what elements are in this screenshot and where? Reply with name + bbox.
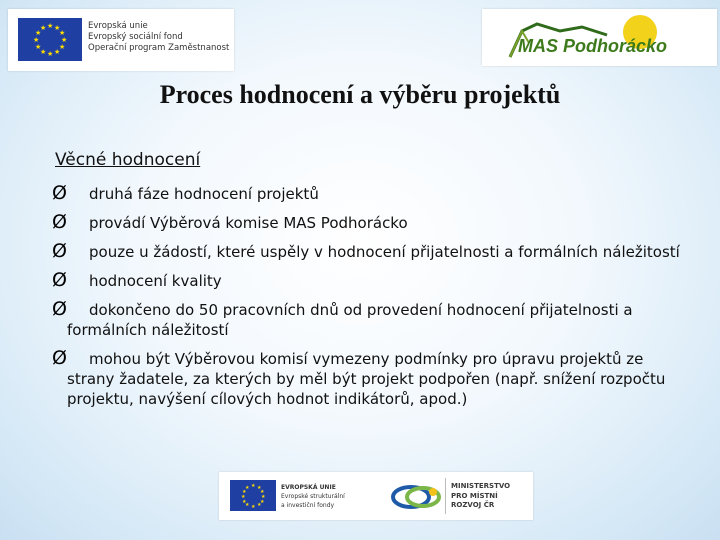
eu-flag-icon — [230, 480, 276, 511]
svg-text:★: ★ — [260, 499, 265, 505]
svg-text:★: ★ — [261, 494, 266, 500]
svg-text:★: ★ — [257, 502, 262, 508]
list-item — [52, 347, 695, 409]
svg-text:★: ★ — [260, 489, 265, 495]
svg-text:★: ★ — [54, 48, 61, 56]
svg-text:★: ★ — [257, 485, 262, 491]
svg-text:★: ★ — [251, 483, 256, 489]
footer-eu-line: Evropské strukturální — [281, 493, 345, 500]
bullet-list — [52, 182, 695, 418]
arrow-bullet-icon: Ø — [52, 347, 67, 369]
eu-flag-icon — [18, 18, 82, 61]
list-item-text: pouze u žádostí, které uspěly v hodnocení přijatelnosti a formálních náležitostí — [89, 243, 680, 261]
svg-text:★: ★ — [35, 43, 42, 51]
mas-logo-text: MAS Podhorácko — [518, 36, 668, 56]
svg-text:★: ★ — [245, 502, 250, 508]
arrow-bullet-icon: Ø — [52, 182, 67, 204]
arrow-bullet-icon: Ø — [52, 298, 67, 320]
footer-logos — [219, 472, 533, 520]
svg-text:★: ★ — [241, 494, 246, 500]
list-item-text: mohou být Výběrovou komisí vymezeny podmínky pro úpravu projektů ze strany žadatele, za kterých by měl být projekt podpořen (např. snížení rozpočtu projektu, navýšení cílových hodnot indikátorů, apod.) — [67, 350, 666, 408]
eu-logo-line: Evropský sociální fond — [88, 32, 183, 42]
list-item — [52, 211, 695, 233]
list-item-text: hodnocení kvality — [89, 272, 222, 290]
eu-logo-line: Evropská unie — [88, 21, 148, 31]
svg-text:★: ★ — [47, 50, 54, 58]
footer-ministry-line: PRO MÍSTNÍ — [451, 491, 498, 500]
list-item-text: druhá fáze hodnocení projektů — [89, 185, 319, 203]
arrow-bullet-icon: Ø — [52, 211, 67, 233]
footer-eu-line: EVROPSKÁ UNIE — [281, 484, 336, 491]
svg-text:★: ★ — [245, 485, 250, 491]
list-item-text: provádí Výběrová komise MAS Podhorácko — [89, 214, 408, 232]
list-item — [52, 269, 695, 291]
eu-logo-line: Operační program Zaměstnanost — [88, 43, 230, 53]
svg-text:★: ★ — [61, 36, 68, 44]
footer-ministry-line: MINISTERSTVO — [451, 482, 511, 490]
arrow-bullet-icon: Ø — [52, 240, 67, 262]
svg-text:★: ★ — [59, 43, 66, 51]
footer-ministry-line: ROZVOJ ČR — [451, 501, 495, 509]
list-item-text: dokončeno do 50 pracovních dnů od provedení hodnocení přijatelnosti a formálních náležitostí — [67, 301, 633, 339]
footer-eu-line: a investiční fondy — [281, 502, 335, 509]
svg-text:★: ★ — [251, 504, 256, 510]
svg-text:★: ★ — [33, 36, 40, 44]
mas-podhoracko-logo — [482, 9, 717, 66]
svg-text:★: ★ — [40, 24, 47, 32]
svg-text:★: ★ — [40, 48, 47, 56]
svg-text:★: ★ — [47, 22, 54, 30]
list-item — [52, 240, 695, 262]
svg-text:★: ★ — [242, 499, 247, 505]
mmr-emblem-icon — [391, 483, 443, 511]
eu-esf-logo — [8, 9, 234, 71]
list-item — [52, 182, 695, 204]
page-title: Proces hodnocení a výběru projektů — [159, 80, 561, 109]
svg-text:★: ★ — [59, 29, 66, 37]
list-item — [52, 298, 695, 340]
svg-text:★: ★ — [35, 29, 42, 37]
svg-text:★: ★ — [242, 489, 247, 495]
arrow-bullet-icon: Ø — [52, 269, 67, 291]
svg-text:★: ★ — [54, 24, 61, 32]
section-subtitle: Věcné hodnocení — [55, 150, 201, 170]
